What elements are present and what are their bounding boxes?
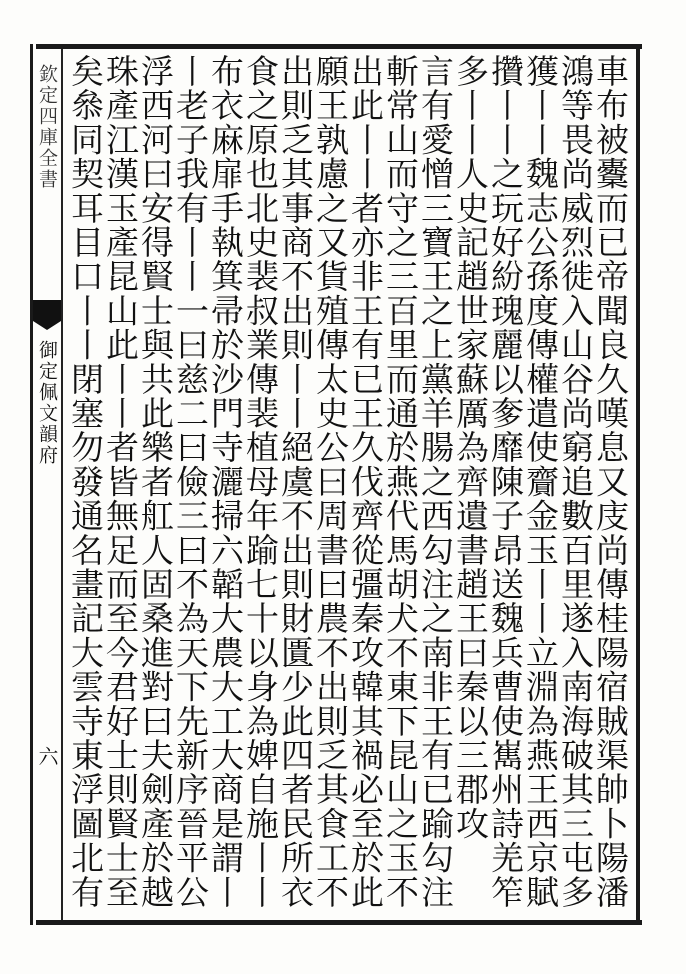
text-column-10: 出則乏其事商不出則丨丨絕虞不出則財匱少此四者民所衣 bbox=[276, 54, 315, 909]
text-column-1: 車布被櫜而已帝聞良久嘆息又庋尚傳桂陽宿賊渠帥卜陽潘 bbox=[591, 54, 630, 909]
margin-page-number: 六 bbox=[35, 746, 59, 766]
text-column-6: 言有愛憎三寶王之上黨羊腸之西勾注之南非王有已踰勾注 bbox=[416, 54, 455, 909]
text-column-11: 食之原也北史裴叔業傳裴植母年踰七十以身為婢自施丨丨 bbox=[241, 54, 280, 909]
text-column-16: 矣叅同契耳目口丨丨閉塞勿發通名畫記大雲寺東浮圖北有 bbox=[66, 54, 105, 909]
text-column-4: 攢丨丨之玩好紛瑰麗以奓靡陳子昂送魏兵曹使嶲州詩羌笮 bbox=[486, 54, 525, 909]
margin-book-title: 御定佩文韻府 bbox=[36, 340, 58, 466]
text-column-7: 斬常山而守之三百里而通於燕代馬胡犬不東下昆山之玉不 bbox=[381, 54, 420, 909]
text-column-2: 鴻等畏尚威烈徙入山谷尚窮追數百里遂入南海破其三屯多 bbox=[556, 54, 595, 909]
top-border-rule bbox=[36, 44, 642, 49]
bottom-border-rule bbox=[36, 920, 642, 925]
text-column-15: 珠產江漢玉產昆山此丨丨者皆無足而至今君好士則賢士至 bbox=[101, 54, 140, 909]
text-column-5: 多丨丨人史記趙世家蘇厲為齊遺書趙王曰秦以三郡攻 bbox=[451, 54, 490, 841]
margin-series-title: 欽定四庫全書 bbox=[36, 64, 58, 190]
text-column-3: 獲丨丨魏志公孫度傳權遣使齎金玉丨丨立淵為燕王西京賦 bbox=[521, 54, 560, 909]
text-column-9: 願王孰慮之又貨殖傳太史公曰周書曰農不出則乏其食工不 bbox=[311, 54, 350, 909]
right-border-rule bbox=[636, 44, 640, 925]
text-column-13: 丨老子我有丨丨一曰慈二曰儉三曰不為天下先新序晉平公 bbox=[171, 54, 210, 909]
text-column-8: 出此丨丨者亦非王有已王久伐齊從彊秦攻韓其禍必至於此 bbox=[346, 54, 385, 909]
text-column-14: 浮西河曰安得賢士與共此樂者舡人固桑進對曰夫劍產於越 bbox=[136, 54, 175, 909]
text-column-12: 布衣麻扉手執箕帚於沙門寺灑掃六韜大農大工大商是謂丨 bbox=[206, 54, 245, 909]
